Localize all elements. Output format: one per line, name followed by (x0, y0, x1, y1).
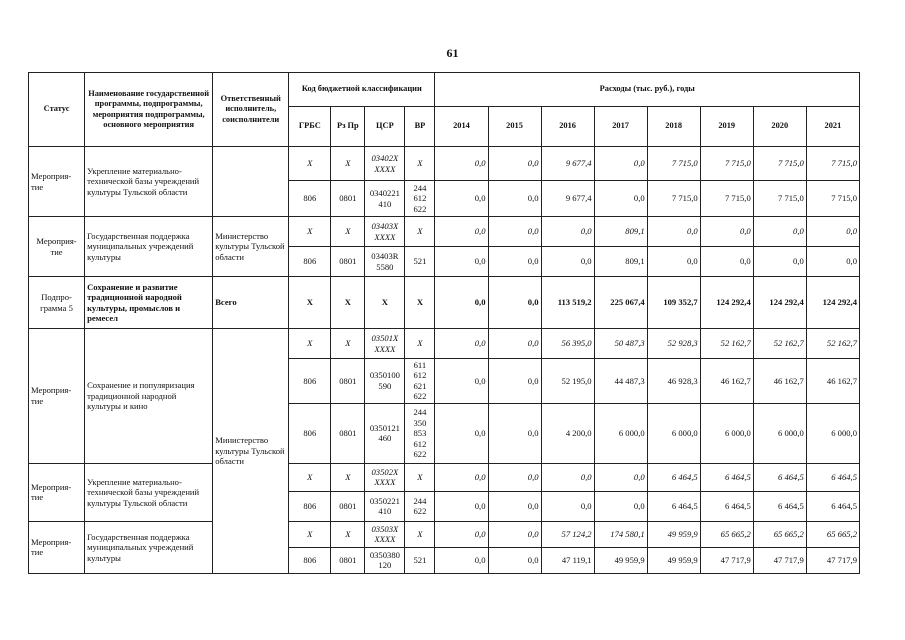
header-year: 2017 (594, 107, 647, 147)
value-cell: 0,0 (435, 181, 488, 217)
value-cell: 49 959,9 (647, 547, 700, 573)
rzpr-cell: 0801 (331, 359, 365, 404)
header-rzpr: Рз Пр (331, 107, 365, 147)
value-cell: 0,0 (435, 247, 488, 277)
name-cell: Укрепление материально-технической базы учреждений культуры Тульской области (85, 463, 213, 521)
value-cell: 7 715,0 (700, 147, 753, 181)
value-cell: 0,0 (700, 217, 753, 247)
executor-cell (213, 147, 289, 217)
value-cell: 0,0 (806, 247, 859, 277)
value-cell: 7 715,0 (647, 181, 700, 217)
value-cell: 0,0 (488, 547, 541, 573)
value-cell: 0,0 (488, 181, 541, 217)
value-cell: 0,0 (435, 547, 488, 573)
value-cell: 6 000,0 (700, 403, 753, 463)
header-year: 2016 (541, 107, 594, 147)
vr-cell: X (405, 277, 435, 329)
value-cell: 124 292,4 (700, 277, 753, 329)
header-year: 2015 (488, 107, 541, 147)
rzpr-cell: X (331, 217, 365, 247)
value-cell: 0,0 (594, 463, 647, 491)
table-row (29, 147, 860, 181)
grbs-cell: 806 (289, 359, 331, 404)
csr-cell: 03402X XXXX (365, 147, 405, 181)
value-cell: 65 665,2 (753, 521, 806, 547)
status-cell: Мероприя-тие (29, 329, 85, 464)
value-cell: 0,0 (594, 491, 647, 521)
vr-cell: X (405, 329, 435, 359)
value-cell: 0,0 (435, 403, 488, 463)
executor-cell: Всего (213, 277, 289, 329)
page-number: 61 (446, 46, 459, 60)
value-cell: 174 580,1 (594, 521, 647, 547)
rzpr-cell: X (331, 277, 365, 329)
vr-cell: 521 (405, 547, 435, 573)
value-cell: 52 195,0 (541, 359, 594, 404)
status-cell: Мероприя-тие (29, 521, 85, 573)
value-cell: 0,0 (488, 491, 541, 521)
value-cell: 124 292,4 (806, 277, 859, 329)
vr-cell: X (405, 463, 435, 491)
value-cell: 47 717,9 (753, 547, 806, 573)
value-cell: 6 000,0 (753, 403, 806, 463)
value-cell: 7 715,0 (806, 147, 859, 181)
csr-cell: 03403X XXXX (365, 217, 405, 247)
header-year: 2014 (435, 107, 488, 147)
value-cell: 49 959,9 (647, 521, 700, 547)
value-cell: 0,0 (541, 247, 594, 277)
csr-cell: 0350121 460 (365, 403, 405, 463)
value-cell: 0,0 (435, 329, 488, 359)
value-cell: 46 162,7 (806, 359, 859, 404)
value-cell: 7 715,0 (753, 147, 806, 181)
value-cell: 0,0 (435, 217, 488, 247)
header-executor: Ответственный исполнитель, соисполнители (213, 73, 289, 147)
value-cell: 9 677,4 (541, 147, 594, 181)
value-cell: 6 000,0 (647, 403, 700, 463)
value-cell: 0,0 (488, 147, 541, 181)
rzpr-cell: X (331, 521, 365, 547)
rzpr-cell: X (331, 329, 365, 359)
rzpr-cell: 0801 (331, 403, 365, 463)
value-cell: 0,0 (488, 329, 541, 359)
value-cell: 49 959,9 (594, 547, 647, 573)
value-cell: 6 464,5 (753, 463, 806, 491)
value-cell: 0,0 (435, 491, 488, 521)
csr-cell: X (365, 277, 405, 329)
value-cell: 47 119,1 (541, 547, 594, 573)
csr-cell: 0350380 120 (365, 547, 405, 573)
csr-cell: 0350221 410 (365, 491, 405, 521)
value-cell: 0,0 (753, 217, 806, 247)
csr-cell: 03502X XXXX (365, 463, 405, 491)
value-cell: 52 162,7 (753, 329, 806, 359)
value-cell: 47 717,9 (806, 547, 859, 573)
value-cell: 6 464,5 (647, 491, 700, 521)
value-cell: 0,0 (647, 217, 700, 247)
grbs-cell: 806 (289, 247, 331, 277)
value-cell: 0,0 (435, 147, 488, 181)
rzpr-cell: 0801 (331, 547, 365, 573)
rzpr-cell: 0801 (331, 247, 365, 277)
value-cell: 0,0 (488, 217, 541, 247)
value-cell: 65 665,2 (700, 521, 753, 547)
value-cell: 7 715,0 (753, 181, 806, 217)
value-cell: 0,0 (488, 463, 541, 491)
name-cell: Укрепление материально-технической базы учреждений культуры Тульской области (85, 147, 213, 217)
value-cell: 6 464,5 (647, 463, 700, 491)
value-cell: 46 928,3 (647, 359, 700, 404)
vr-cell: 244 612 622 (405, 181, 435, 217)
value-cell: 6 000,0 (594, 403, 647, 463)
value-cell: 4 200,0 (541, 403, 594, 463)
header-year: 2020 (753, 107, 806, 147)
value-cell: 46 162,7 (700, 359, 753, 404)
status-cell: Мероприя-тие (29, 217, 85, 277)
grbs-cell: X (289, 147, 331, 181)
value-cell: 113 519,2 (541, 277, 594, 329)
value-cell: 44 487,3 (594, 359, 647, 404)
name-cell: Государственная поддержка муниципальных учреждений культуры (85, 217, 213, 277)
grbs-cell: X (289, 277, 331, 329)
value-cell: 0,0 (435, 359, 488, 404)
rzpr-cell: 0801 (331, 181, 365, 217)
status-cell: Мероприя-тие (29, 147, 85, 217)
value-cell: 0,0 (488, 277, 541, 329)
grbs-cell: 806 (289, 181, 331, 217)
grbs-cell: X (289, 217, 331, 247)
header-budget-code: Код бюджетной классификации (289, 73, 435, 107)
value-cell: 0,0 (488, 247, 541, 277)
vr-cell: 244 622 (405, 491, 435, 521)
value-cell: 0,0 (488, 403, 541, 463)
value-cell: 0,0 (700, 247, 753, 277)
grbs-cell: 806 (289, 403, 331, 463)
csr-cell: 03503X XXXX (365, 521, 405, 547)
header-csr: ЦСР (365, 107, 405, 147)
value-cell: 0,0 (488, 359, 541, 404)
rzpr-cell: 0801 (331, 491, 365, 521)
value-cell: 52 162,7 (700, 329, 753, 359)
table-row (29, 217, 860, 247)
grbs-cell: X (289, 463, 331, 491)
budget-table (28, 72, 860, 574)
header-expenses: Расходы (тыс. руб.), годы (435, 73, 860, 107)
value-cell: 56 395,0 (541, 329, 594, 359)
value-cell: 57 124,2 (541, 521, 594, 547)
value-cell: 52 162,7 (806, 329, 859, 359)
value-cell: 0,0 (806, 217, 859, 247)
header-grbs: ГРБС (289, 107, 331, 147)
value-cell: 124 292,4 (753, 277, 806, 329)
rzpr-cell: X (331, 463, 365, 491)
value-cell: 0,0 (753, 247, 806, 277)
header-name: Наименование государственной программы, подпрограммы, мероприятия подпрограммы, основного мероприятия (85, 73, 213, 147)
csr-cell: 03501X XXXX (365, 329, 405, 359)
value-cell: 6 464,5 (806, 491, 859, 521)
value-cell: 47 717,9 (700, 547, 753, 573)
value-cell: 6 464,5 (700, 463, 753, 491)
value-cell: 7 715,0 (806, 181, 859, 217)
value-cell: 46 162,7 (753, 359, 806, 404)
header-status: Статус (29, 73, 85, 147)
name-cell: Сохранение и развитие традиционной народной культуры, промыслов и ремесел (85, 277, 213, 329)
vr-cell: 611 612 621 622 (405, 359, 435, 404)
value-cell: 0,0 (541, 463, 594, 491)
value-cell: 65 665,2 (806, 521, 859, 547)
value-cell: 6 464,5 (700, 491, 753, 521)
vr-cell: X (405, 217, 435, 247)
value-cell: 0,0 (435, 463, 488, 491)
value-cell: 0,0 (435, 521, 488, 547)
value-cell: 7 715,0 (647, 147, 700, 181)
name-cell: Сохранение и популяризация традиционной народной культуры и кино (85, 329, 213, 464)
vr-cell: 244 350 853 612 622 (405, 403, 435, 463)
table-row (29, 521, 860, 547)
value-cell: 6 000,0 (806, 403, 859, 463)
value-cell: 809,1 (594, 247, 647, 277)
value-cell: 52 928,3 (647, 329, 700, 359)
grbs-cell: 806 (289, 491, 331, 521)
value-cell: 9 677,4 (541, 181, 594, 217)
value-cell: 50 487,3 (594, 329, 647, 359)
vr-cell: 521 (405, 247, 435, 277)
value-cell: 0,0 (594, 181, 647, 217)
csr-cell: 03403R 5580 (365, 247, 405, 277)
header-year: 2018 (647, 107, 700, 147)
value-cell: 809,1 (594, 217, 647, 247)
value-cell: 0,0 (647, 247, 700, 277)
value-cell: 0,0 (541, 217, 594, 247)
header-year: 2021 (806, 107, 859, 147)
value-cell: 6 464,5 (753, 491, 806, 521)
value-cell: 0,0 (435, 277, 488, 329)
value-cell: 109 352,7 (647, 277, 700, 329)
status-cell: Подпро-грамма 5 (29, 277, 85, 329)
value-cell: 0,0 (594, 147, 647, 181)
status-cell: Мероприя-тие (29, 463, 85, 521)
header-vr: ВР (405, 107, 435, 147)
value-cell: 6 464,5 (806, 463, 859, 491)
table-row (29, 463, 860, 491)
vr-cell: X (405, 147, 435, 181)
value-cell: 0,0 (488, 521, 541, 547)
csr-cell: 0350100 590 (365, 359, 405, 404)
value-cell: 225 067,4 (594, 277, 647, 329)
value-cell: 7 715,0 (700, 181, 753, 217)
header-year: 2019 (700, 107, 753, 147)
table-row (29, 329, 860, 359)
rzpr-cell: X (331, 147, 365, 181)
value-cell: 0,0 (541, 491, 594, 521)
name-cell: Государственная поддержка муниципальных учреждений культуры (85, 521, 213, 573)
grbs-cell: 806 (289, 547, 331, 573)
vr-cell: X (405, 521, 435, 547)
grbs-cell: X (289, 521, 331, 547)
table-row (29, 277, 860, 329)
grbs-cell: X (289, 329, 331, 359)
csr-cell: 0340221 410 (365, 181, 405, 217)
executor-cell: Министерство культуры Тульской области (213, 217, 289, 277)
executor-cell: Министерство культуры Тульской области (213, 329, 289, 574)
